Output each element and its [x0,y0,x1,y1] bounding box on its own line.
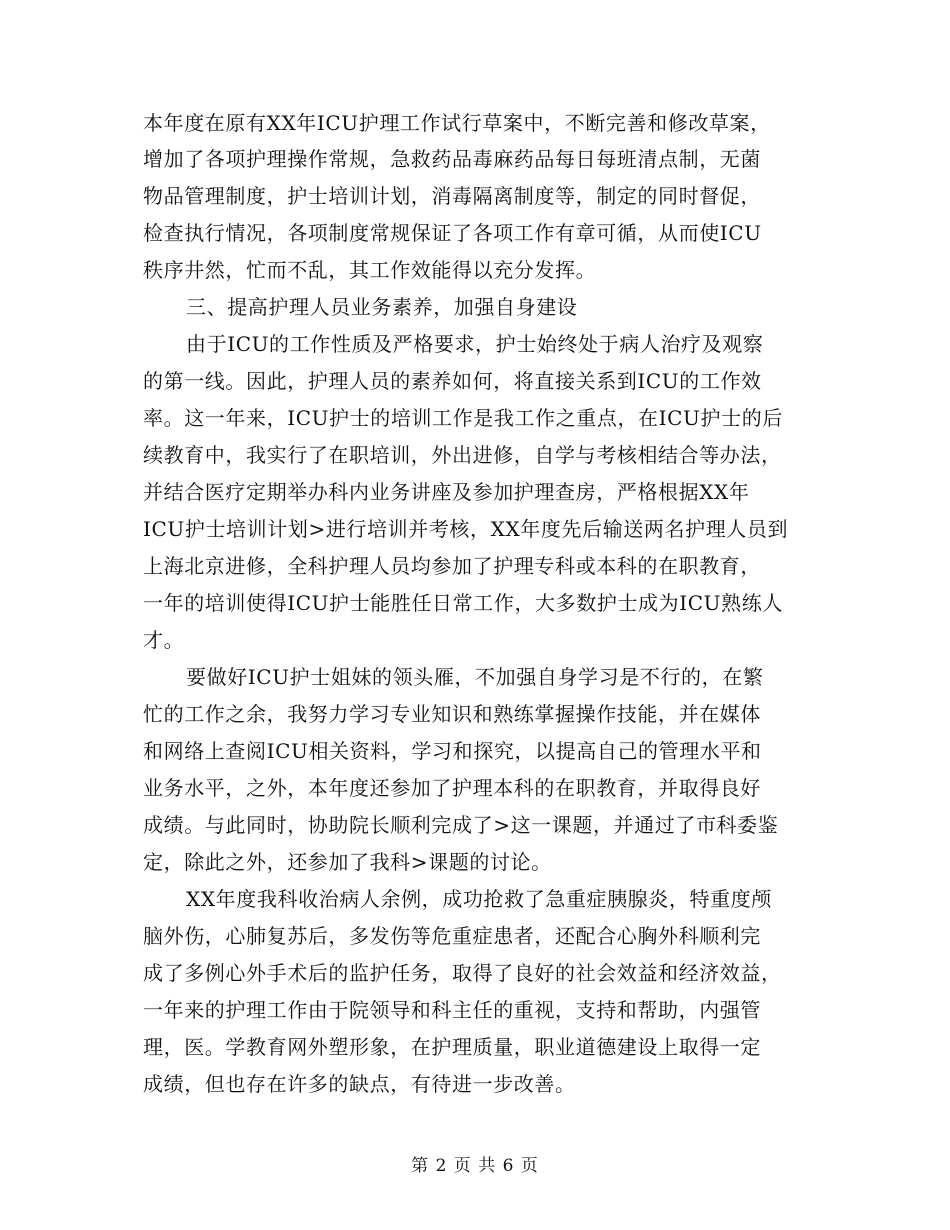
text-line: 要做好ICU护士姐妹的领头雁，不加强自身学习是不行的，在繁 [186,665,764,689]
page-number-footer: 第 2 页 共 6 页 [411,1156,539,1176]
text-line: 并结合医疗定期举办科内业务讲座及参加护理查房，严格根据XX年 [143,480,750,504]
text-line: 由于ICU的工作性质及严格要求，护士始终处于病人治疗及观察 [186,332,764,356]
text-line: 续教育中，我实行了在职培训，外出进修，自学与考核相结合等办法， [143,443,782,467]
text-line: 定，除此之外，还参加了我科>课题的讨论。 [143,850,552,874]
text-line: 一年的培训使得ICU护士能胜任日常工作，大多数护士成为ICU熟练人 [143,591,783,615]
text-line: 上海北京进修，全科护理人员均参加了护理专科或本科的在职教育， [143,554,761,578]
text-line: 本年度在原有XX年ICU护理工作试行草案中，不断完善和修改草案， [143,111,771,135]
text-line: 率。这一年来，ICU护士的培训工作是我工作之重点，在ICU护士的后 [143,406,783,430]
text-line: ICU护士培训计划>进行培训并考核，XX年度先后输送两名护理人员到 [143,517,789,541]
text-line: 一年来的护理工作由于院领导和科主任的重视，支持和帮助，内强管 [143,998,761,1022]
text-line: XX年度我科收治病人余例，成功抢救了急重症胰腺炎，特重度颅 [186,887,772,911]
text-line: 脑外伤，心肺复苏后，多发伤等危重症患者，还配合心胸外科顺利完 [143,924,761,948]
text-line: 检查执行情况，各项制度常规保证了各项工作有章可循，从而使ICU [143,221,762,245]
text-line: 业务水平，之外，本年度还参加了护理本科的在职教育，并取得良好 [143,776,761,800]
text-line: 秩序井然，忙而不乱，其工作效能得以充分发挥。 [143,258,597,282]
section-heading: 三、提高护理人员业务素养，加强自身建设 [186,295,578,319]
text-line: 成了多例心外手术后的监护任务，取得了良好的社会效益和经济效益， [143,961,782,985]
text-line: 才。 [143,628,185,652]
text-line: 理，医。学教育网外塑形象，在护理质量，职业道德建设上取得一定 [143,1035,761,1059]
text-line: 增加了各项护理操作常规，急救药品毒麻药品每日每班清点制，无菌 [143,147,761,171]
text-line: 成绩，但也存在许多的缺点，有待进一步改善。 [143,1072,576,1096]
text-line: 忙的工作之余，我努力学习专业知识和熟练掌握操作技能，并在媒体 [143,702,761,726]
text-line: 物品管理制度，护士培训计划，消毒隔离制度等，制定的同时督促， [143,184,761,208]
text-line: 成绩。与此同时，协助院长顺利完成了>这一课题，并通过了市科委鉴 [143,813,779,837]
text-line: 和网络上查阅ICU相关资料，学习和探究，以提高自己的管理水平和 [143,739,762,763]
text-line: 的第一线。因此，护理人员的素养如何，将直接关系到ICU的工作效 [143,369,762,393]
